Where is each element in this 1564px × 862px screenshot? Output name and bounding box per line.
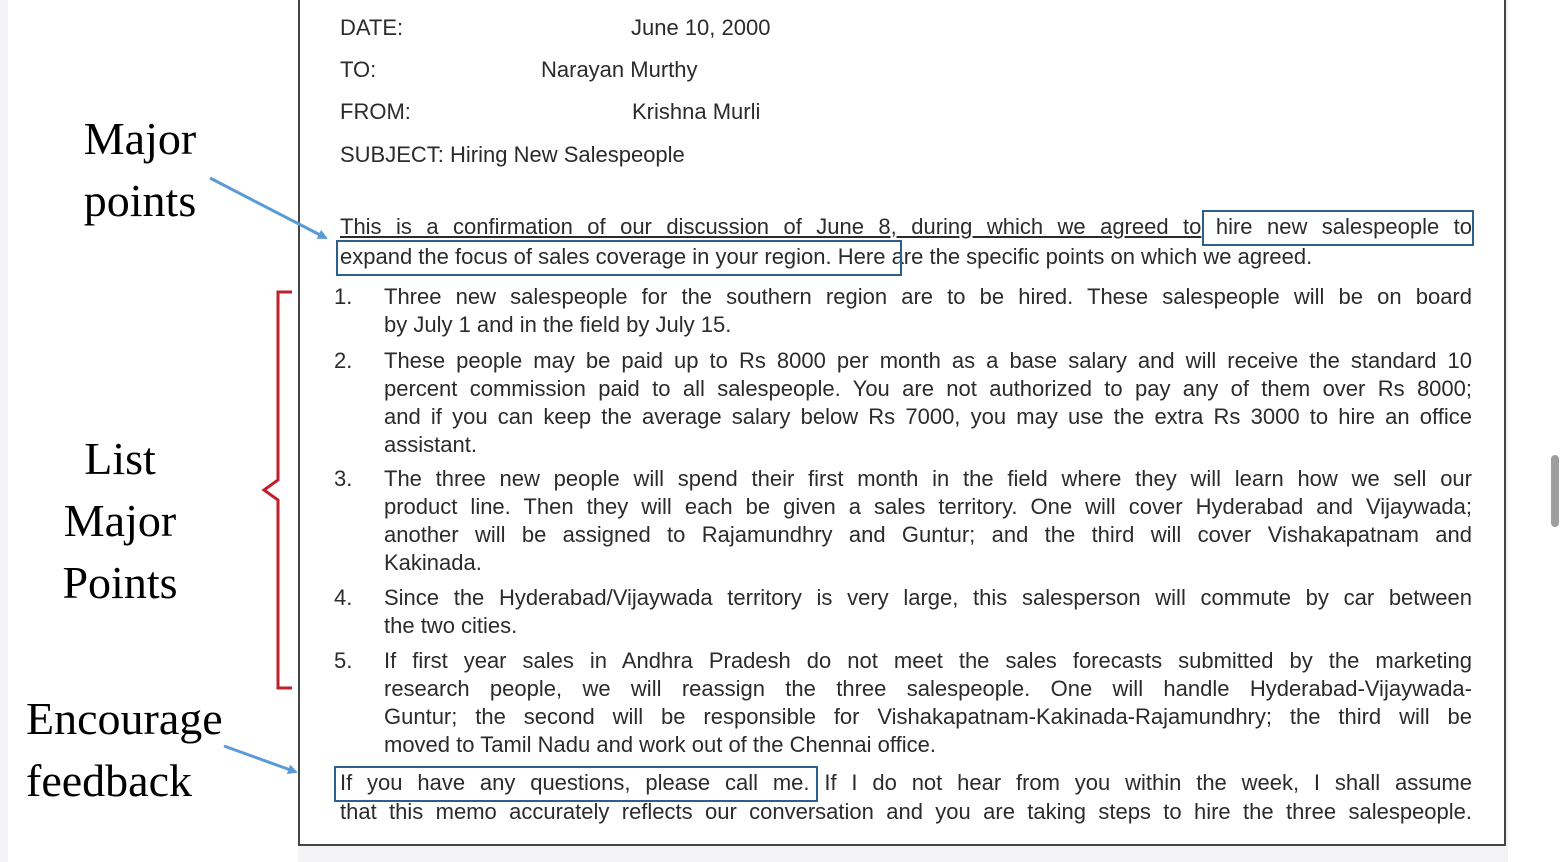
memo-document — [298, 0, 1506, 846]
closing-line-1 — [340, 769, 1472, 797]
point-number: 4. — [334, 585, 353, 610]
point-line: percent commission paid to all salespeople. You are not authorized to pay any of them over Rs 8000; — [384, 376, 1472, 401]
closing-text: If I do not hear from you within the week, I shall assume — [824, 770, 1472, 795]
point-number: 1. — [334, 284, 353, 309]
intro-highlight-2: expand the focus of sales coverage in your region. — [340, 244, 832, 269]
point-number: 2. — [334, 348, 353, 373]
annotation-line: points — [83, 175, 197, 226]
intro-followup: Here are the specific points on which we agreed. — [837, 244, 1313, 269]
from-value: Krishna Murli — [632, 99, 761, 124]
point-line: Three new salespeople for the southern region are to be hired. These salespeople will be on board — [384, 284, 1472, 309]
intro-line-2 — [340, 243, 1472, 271]
intro-line-1 — [340, 213, 1472, 241]
point-line: another will be assigned to Rajamundhry and Guntur; and the third will cover Vishakapatnam and — [384, 522, 1472, 547]
point-line: product line. Then they will each be given a sales territory. One will cover Hyderabad and Vijaywada; — [384, 494, 1472, 519]
to-value: Narayan Murthy — [541, 57, 698, 82]
from-label: FROM: — [340, 99, 411, 124]
point-line: Kakinada. — [384, 550, 482, 575]
closing-highlight: If you have any questions, please call me. — [340, 770, 810, 795]
point-line: These people may be paid up to Rs 8000 per month as a base salary and will receive the standard 10 — [384, 348, 1472, 373]
annotation-line: feedback — [26, 755, 192, 806]
intro-text: This is a confirmation of our discussion of June 8, during which we agreed to — [340, 214, 1202, 239]
annotation-line: Major — [83, 113, 197, 164]
date-value: June 10, 2000 — [631, 15, 771, 40]
closing-line-2: that this memo accurately reflects our conversation and you are taking steps to hire the three salespeople. — [340, 799, 1472, 824]
scrollbar-thumb[interactable] — [1551, 455, 1559, 527]
subject-label: SUBJECT: — [340, 142, 444, 167]
point-line: the two cities. — [384, 613, 518, 638]
point-line: Since the Hyderabad/Vijaywada territory is very large, this salesperson will commute by car between — [384, 585, 1472, 610]
annotation-line: Encourage — [26, 693, 223, 744]
point-line: moved to Tamil Nadu and work out of the Chennai office. — [384, 732, 936, 757]
point-line: and if you can keep the average salary below Rs 7000, you may use the extra Rs 3000 to hire an office — [384, 404, 1472, 429]
point-line: by July 1 and in the field by July 15. — [384, 312, 732, 337]
to-label: TO: — [340, 57, 377, 82]
date-label: DATE: — [340, 15, 404, 40]
point-line: research people, we will reassign the three salespeople. One will handle Hyderabad-Vijaywada- — [384, 676, 1472, 701]
intro-highlight-1: hire new salespeople to — [1215, 214, 1472, 239]
point-line: If first year sales in Andhra Pradesh do not meet the sales forecasts submitted by the marketing — [384, 648, 1472, 673]
point-line: Guntur; the second will be responsible for Vishakapatnam-Kakinada-Rajamundhry; the third will be — [384, 704, 1472, 729]
annotation-line: List — [84, 433, 156, 484]
point-number: 3. — [334, 466, 353, 491]
annotation-encourage-feedback — [26, 688, 256, 812]
point-line: assistant. — [384, 432, 477, 457]
annotation-line: Points — [62, 557, 178, 608]
right-margin — [1508, 0, 1564, 862]
point-number: 5. — [334, 648, 353, 673]
annotation-line: Major — [63, 495, 177, 546]
subject-value: Hiring New Salespeople — [450, 142, 685, 167]
point-line: The three new people will spend their first month in the field where they will learn how we sell our — [384, 466, 1472, 491]
annotation-list-major-points — [20, 428, 220, 614]
annotation-major-points — [40, 108, 240, 232]
